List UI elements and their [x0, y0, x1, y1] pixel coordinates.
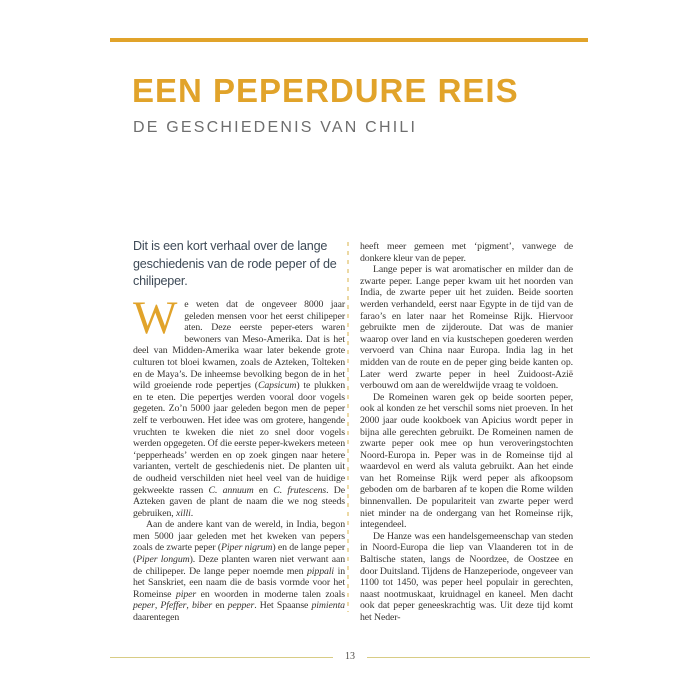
paragraph: [360, 531, 573, 624]
text-run: ). Deze planten waren niet verwant aan de chilipeper. De lange peper noemde men: [133, 554, 345, 577]
intro-text: Dit is een kort verhaal over de lange geschiedenis van de rode peper of de chilipeper.: [133, 239, 337, 288]
top-accent-rule: [110, 38, 588, 42]
page-subtitle: DE GESCHIEDENIS VAN CHILI: [133, 119, 418, 136]
footer-rule-right: [367, 657, 590, 658]
text-run: e weten dat de ongeveer 8000 jaar geleden mensen voor het eerst chilipeper aten. Deze eerste peper-eters waren bewoners van Meso-Amerika. Dat is het deel van Midden-Amerika waar later bekende grote culturen tot bloei kwamen, zoals de Azteken, Tolteken en de Maya’s. De inheemse bevolking begon de in het wild groeiende rode pepertjes (: [133, 299, 345, 392]
italic-text-run: Capsicum: [257, 380, 297, 392]
italic-text-run: Pfeffer: [160, 600, 187, 612]
italic-text-run: pepper: [227, 600, 255, 612]
text-run: Lange peper is wat aromatischer en milder dan de zwarte peper. Lange peper kwam uit het noorden van India, de zwarte peper uit het zuiden. Beide soorten werden verhandeld, eerst naar Egypte in de tijd van de farao’s en later naar het Romeinse Rijk. Hiervoor gebruikte men de zijderoute. Dat was de manier waarop over land en via kustschepen goederen werden vervoerd van China naar Europa. India lag in het midden van de route en de peper ging beide kanten op. Later werd zwarte peper in heel Zuidoost-Azië verbouwd om aan de wereldwijde vraag te voldoen.: [360, 264, 573, 392]
column-divider: [347, 242, 349, 612]
text-run: ,: [186, 600, 192, 612]
italic-text-run: peper: [133, 600, 155, 612]
text-run: . De Azteken gaven de plant de naam die we nog steeds gebruiken,: [133, 484, 345, 519]
drop-cap: W: [133, 292, 178, 344]
text-run: De Hanze was een handelsgemeenschap van steden in Noord-Europa die liep van Vlaanderen tot in de Baltische staten, langs de Noordzee, de Oostzee en door Duitsland. Tijdens de Hanzeperiode, ongeveer van 1100 tot 1450, was peper heel populair in gerechten, naast nootmuskaat, kruidnagel en kaneel. Men dacht ook dat peper geneeskrachtig was. Uit deze tijd komt het Neder-: [360, 530, 573, 623]
italic-text-run: pimienta: [311, 600, 345, 612]
text-run: en: [212, 600, 228, 612]
text-run: ) en de lange peper (: [133, 542, 346, 566]
italic-text-run: piper: [175, 588, 197, 600]
paragraph: [133, 519, 345, 623]
page-number: 13: [345, 651, 355, 662]
left-column: [133, 292, 346, 624]
text-run: ) te plukken en te eten. Die pepertjes werden vooral door vogels gegeten. Zo’n 5000 jaar geleden begon men de peper zelf te verbouwen. Het idee was om grotere, hangende vruchten te kweken die niet zo snel door vogels werden opgegeten. Of die eerste peper-kwekers meteen ‘pepperheads’ werden en op zoek gingen naar hetere varianten, vertelt de geschiedenis niet. De planten uit de oudheid verschilden niet heel veel van de huidige gekweekte rassen: [133, 380, 345, 496]
paragraph: [360, 264, 573, 392]
text-run: daarentegen: [133, 612, 180, 624]
text-run: en woorden in moderne talen zoals: [196, 588, 345, 600]
text-run: De Romeinen waren gek op beide soorten peper, ook al konden ze het verschil soms niet proeven. In het 2000 jaar oude kookboek van Apicius wordt peper in bijna alle gerechten gebruikt. De Romeinen namen de zwarte peper ook mee op hun veroveringstochten Noord-Europa in. Peper was in de Romeinse tijd al waardevol en werd als valuta gebruikt. Aan het einde van het Romeinse Rijk werd peper als afkoopsom geboden om de barbaren af te kopen die Rome wilden binnenvallen. De populariteit van zwarte peper werd niet minder na de ondergang van het Romeinse rijk, integendeel.: [360, 391, 573, 531]
page-footer: [110, 650, 590, 664]
italic-text-run: C. annuum: [208, 484, 254, 496]
italic-text-run: biber: [191, 600, 213, 612]
right-column: [360, 241, 573, 624]
text-run: en: [253, 484, 274, 496]
text-run: heeft meer gemeen met ‘pigment’, vanwege de donkere kleur van de peper.: [360, 241, 573, 264]
text-run: in het Sanskriet, een naam die de basis vormde voor het Romeinse: [133, 565, 345, 600]
italic-text-run: Piper longum: [136, 554, 190, 566]
italic-text-run: Piper nigrum: [221, 542, 273, 554]
text-run: Aan de andere kant van de wereld, in India, begon men 5000 jaar geleden met het kweken van pepers zoals de zwarte peper (: [133, 519, 345, 554]
italic-text-run: pippali: [306, 565, 335, 577]
text-run: .: [190, 507, 194, 519]
italic-text-run: C. frutescens: [273, 484, 327, 496]
paragraph: [133, 292, 345, 519]
text-run: ,: [154, 600, 161, 612]
page-title: EEN PEPERDURE REIS: [132, 72, 519, 109]
paragraph: [360, 241, 573, 264]
text-run: . Het Spaanse: [254, 600, 312, 612]
italic-text-run: xilli: [175, 507, 191, 519]
paragraph: [360, 392, 573, 531]
footer-rule-left: [110, 657, 333, 658]
